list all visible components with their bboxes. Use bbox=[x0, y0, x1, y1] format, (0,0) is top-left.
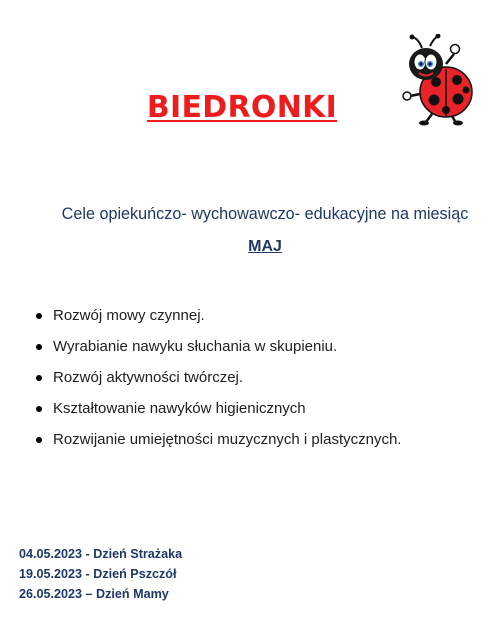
bullet-icon bbox=[36, 406, 42, 412]
ladybug-illustration bbox=[400, 34, 476, 126]
goals-heading: Cele opiekuńczo- wychowawczo- edukacyjne na miesiąc bbox=[61, 205, 469, 223]
goal-text: Kształtowanie nawyków higienicznych bbox=[53, 400, 306, 417]
event-item: 26.05.2023 – Dzień Mamy bbox=[19, 587, 169, 601]
bullet-icon bbox=[36, 375, 42, 381]
goal-text: Rozwijanie umiejętności muzycznych i plastycznych. bbox=[53, 431, 402, 448]
month-label: MAJ bbox=[248, 238, 282, 255]
bullet-icon bbox=[36, 437, 42, 443]
page-title: BIEDRONKI bbox=[146, 90, 338, 125]
goal-text: Rozwój mowy czynnej. bbox=[53, 307, 205, 324]
bullet-icon bbox=[36, 344, 42, 350]
bullet-icon bbox=[36, 313, 42, 319]
list-item bbox=[0, 393, 492, 424]
list-item bbox=[0, 300, 492, 331]
goal-text: Wyrabianie nawyku słuchania w skupieniu. bbox=[53, 338, 338, 355]
list-item bbox=[0, 362, 492, 393]
list-item bbox=[0, 424, 492, 455]
goals-list bbox=[0, 300, 492, 455]
goal-text: Rozwój aktywności twórczej. bbox=[53, 369, 244, 386]
event-item: 04.05.2023 - Dzień Strażaka bbox=[19, 547, 183, 561]
list-item bbox=[0, 331, 492, 362]
events-list bbox=[19, 544, 182, 604]
event-item: 19.05.2023 - Dzień Pszczół bbox=[19, 567, 177, 581]
